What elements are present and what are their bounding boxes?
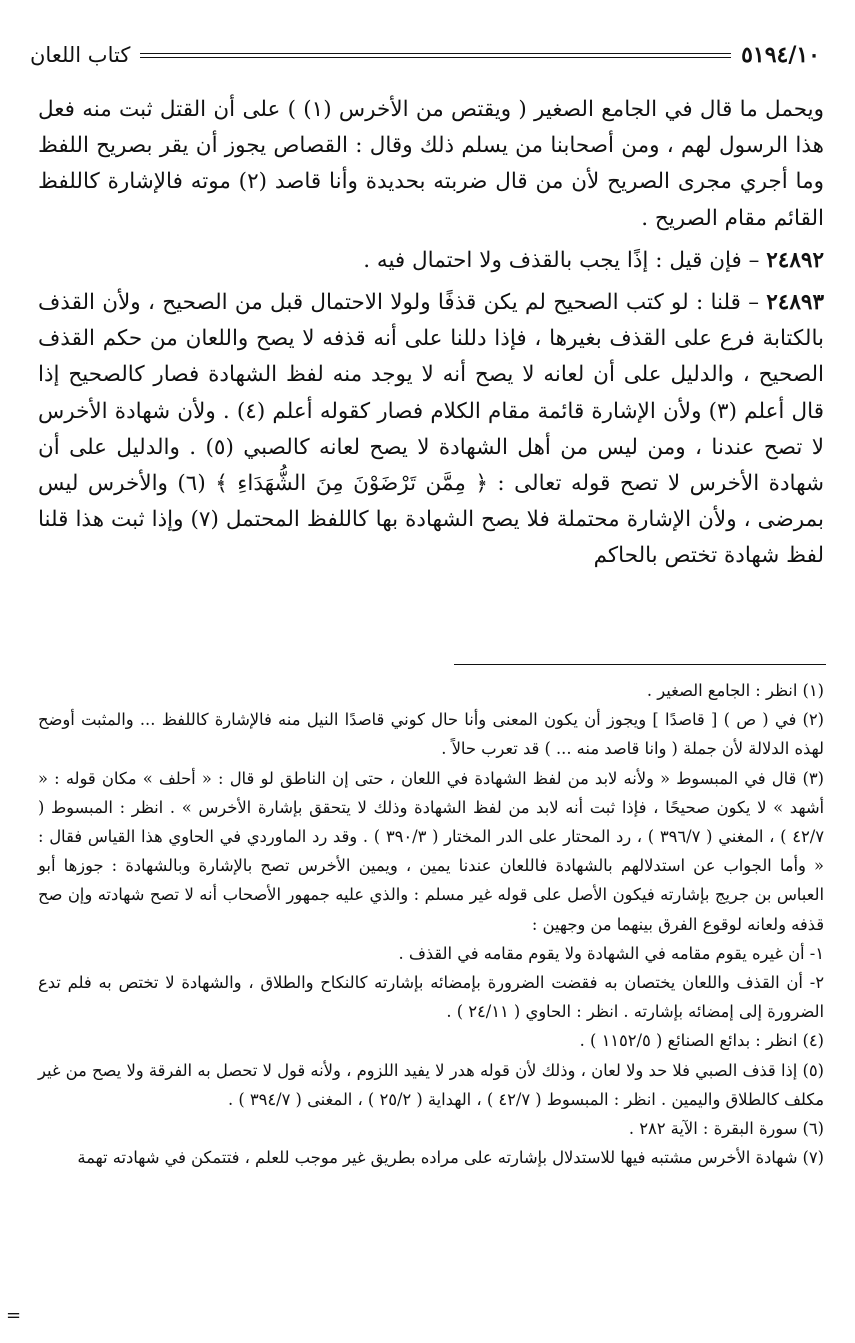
issue-text: – فإن قيل : إذًا يجب بالقذف ولا احتمال فيه . [363, 247, 767, 273]
issue-paragraph [38, 285, 824, 575]
body-paragraph: ويحمل ما قال في الجامع الصغير ( ويقتص من الأخرس (١) ) على أن القتل ثبت منه فعل هذا الرسول لهم ، ومن أصحابنا من يسلم ذلك وقال : القصاص يجوز أن يقر بصريح اللفظ وما أجري مجرى الصريح لأن من قال ضربته بحديدة وأنا قاصد (٢) موته فالإشارة كاللفظ القائم مقام الصريح . [38, 97, 824, 231]
footnote: (٥) إذا قذف الصبي فلا حد ولا لعان ، وذلك لأن قوله هدر لا يفيد اللزوم ، ولأنه قول لا تحصل به الفرقة ولا يصح من غير مكلف كالطلاق واليمين . انظر : المبسوط ( ٤٢/٧ ) ، الهداية ( ٢٥/٢ ) ، المغنى ( ٣٩٤/٧ ) . [38, 1060, 824, 1109]
footnote: (٢) في ( ص ) [ قاصدًا ] ويجوز أن يكون المعنى وأنا حال كوني قاصدًا النيل منه فالإشارة كاللفظ ... والمثبت أوضح لهذه الدلالة لأن جملة ( وانا قاصد منه ... ) قد تعرب حالاً . [38, 710, 824, 759]
footnote: ١- أن غيره يقوم مقامه في الشهادة ولا يقوم مقامه في القذف . [398, 943, 824, 963]
page-header [30, 38, 820, 72]
footnote: (١) انظر : الجامع الصغير . [646, 681, 824, 700]
issue-number: ٢٤٨٩٣ [766, 290, 824, 316]
footnote: (٦) سورة البقرة : الآية ٢٨٢ . [628, 1119, 824, 1139]
footnotes [38, 676, 824, 1172]
book-title: كتاب اللعان [30, 43, 131, 67]
main-text [38, 92, 824, 575]
footnote: (٣) قال في المبسوط « ولأنه لابد من لفظ الشهادة في اللعان ، حتى إن الناطق لو قال : « أحلف » مكان قوله : « أشهد » لا يكون صحيحًا ، فإذا ثبت أنه لابد من لفظ الشهادة وذلك لا يتحقق بإشارة الأخرس » . انظر : المبسوط ( ٤٢/٧ ) ، المغني ( ٣٩٦/٧ ) ، رد المحتار على الدر المختار ( ٣٩٠/٣ ) . وقد رد الماوردي في الحاوي هذا القياس فقال : « وأما الجواب عن استدلالهم بالشهادة فاللعان عندنا يمين ، ويمين الأخرس تصح بالإشارة وبالشهادة : جوزها أبو العباس بن جريج بإشارته فيكون الأصل على قوله غير مسلم : والذي عليه جمهور الأصحاب أنه لا تصح شهادته وإن صح قذفه ولعانه لوقوع الفرق بينهما من وجهين : [38, 768, 824, 934]
footnote-separator [454, 664, 826, 665]
issue-text: – قلنا : لو كتب الصحيح لم يكن قذفًا ولولا الاحتمال قبل من الصحيح ، ولأن القذف بالكتابة فرع على القذف بغيرها ، فإذا دللنا على أنه قذفه لا يصح واللعان من حكم القذف الصحيح ، والدليل على أن لعانه لا يصح أنه لا يوجد منه لفظ الشهادة فصار كالصحيح إذا قال أعلم (٣) ولأن الإشارة قائمة مقام الكلام فصار كقوله أعلم (٤) . ولأن شهادة الأخرس لا تصح عندنا ، ومن ليس من أهل الشهادة لا يصح لعانه كالصبي (٥) . والدليل على أن شهادة الأخرس لا تصح قوله تعالى : ﴿ مِمَّن تَرْضَوْنَ مِنَ الشُّهَدَاءِ ﴾ (٦) والأخرس ليس بمرضى ، ولأن الإشارة محتملة فلا يصح الشهادة بها كاللفظ المحتمل (٧) وإذا ثبت هذا قلنا لفظ شهادة تختص بالحاكم [38, 290, 825, 569]
footnote: (٤) انظر : بدائع الصنائع ( ١١٥٢/٥ ) . [579, 1031, 824, 1051]
issue-number: ٢٤٨٩٢ [766, 247, 824, 273]
continuation-mark: = [6, 1305, 22, 1326]
footnote: ٢- أن القذف واللعان يختصان به فقضت الضرورة بإمضائه بإشارته كالنكاح والطلاق ، والشهادة لا تختص به فلم تدع الضرورة إلى إمضائه بإشارته . انظر : الحاوي ( ٢٤/١١ ) . [38, 973, 824, 1022]
issue-paragraph [38, 243, 824, 279]
footnote: (٧) شهادة الأخرس مشتبه فيها للاستدلال بإشارته على مراده بطريق غير موجب للعلم ، فتتمكن في شهادته تهمة [77, 1148, 824, 1168]
page-number: ٥١٩٤/١٠ [741, 42, 820, 68]
header-rule [140, 53, 731, 58]
